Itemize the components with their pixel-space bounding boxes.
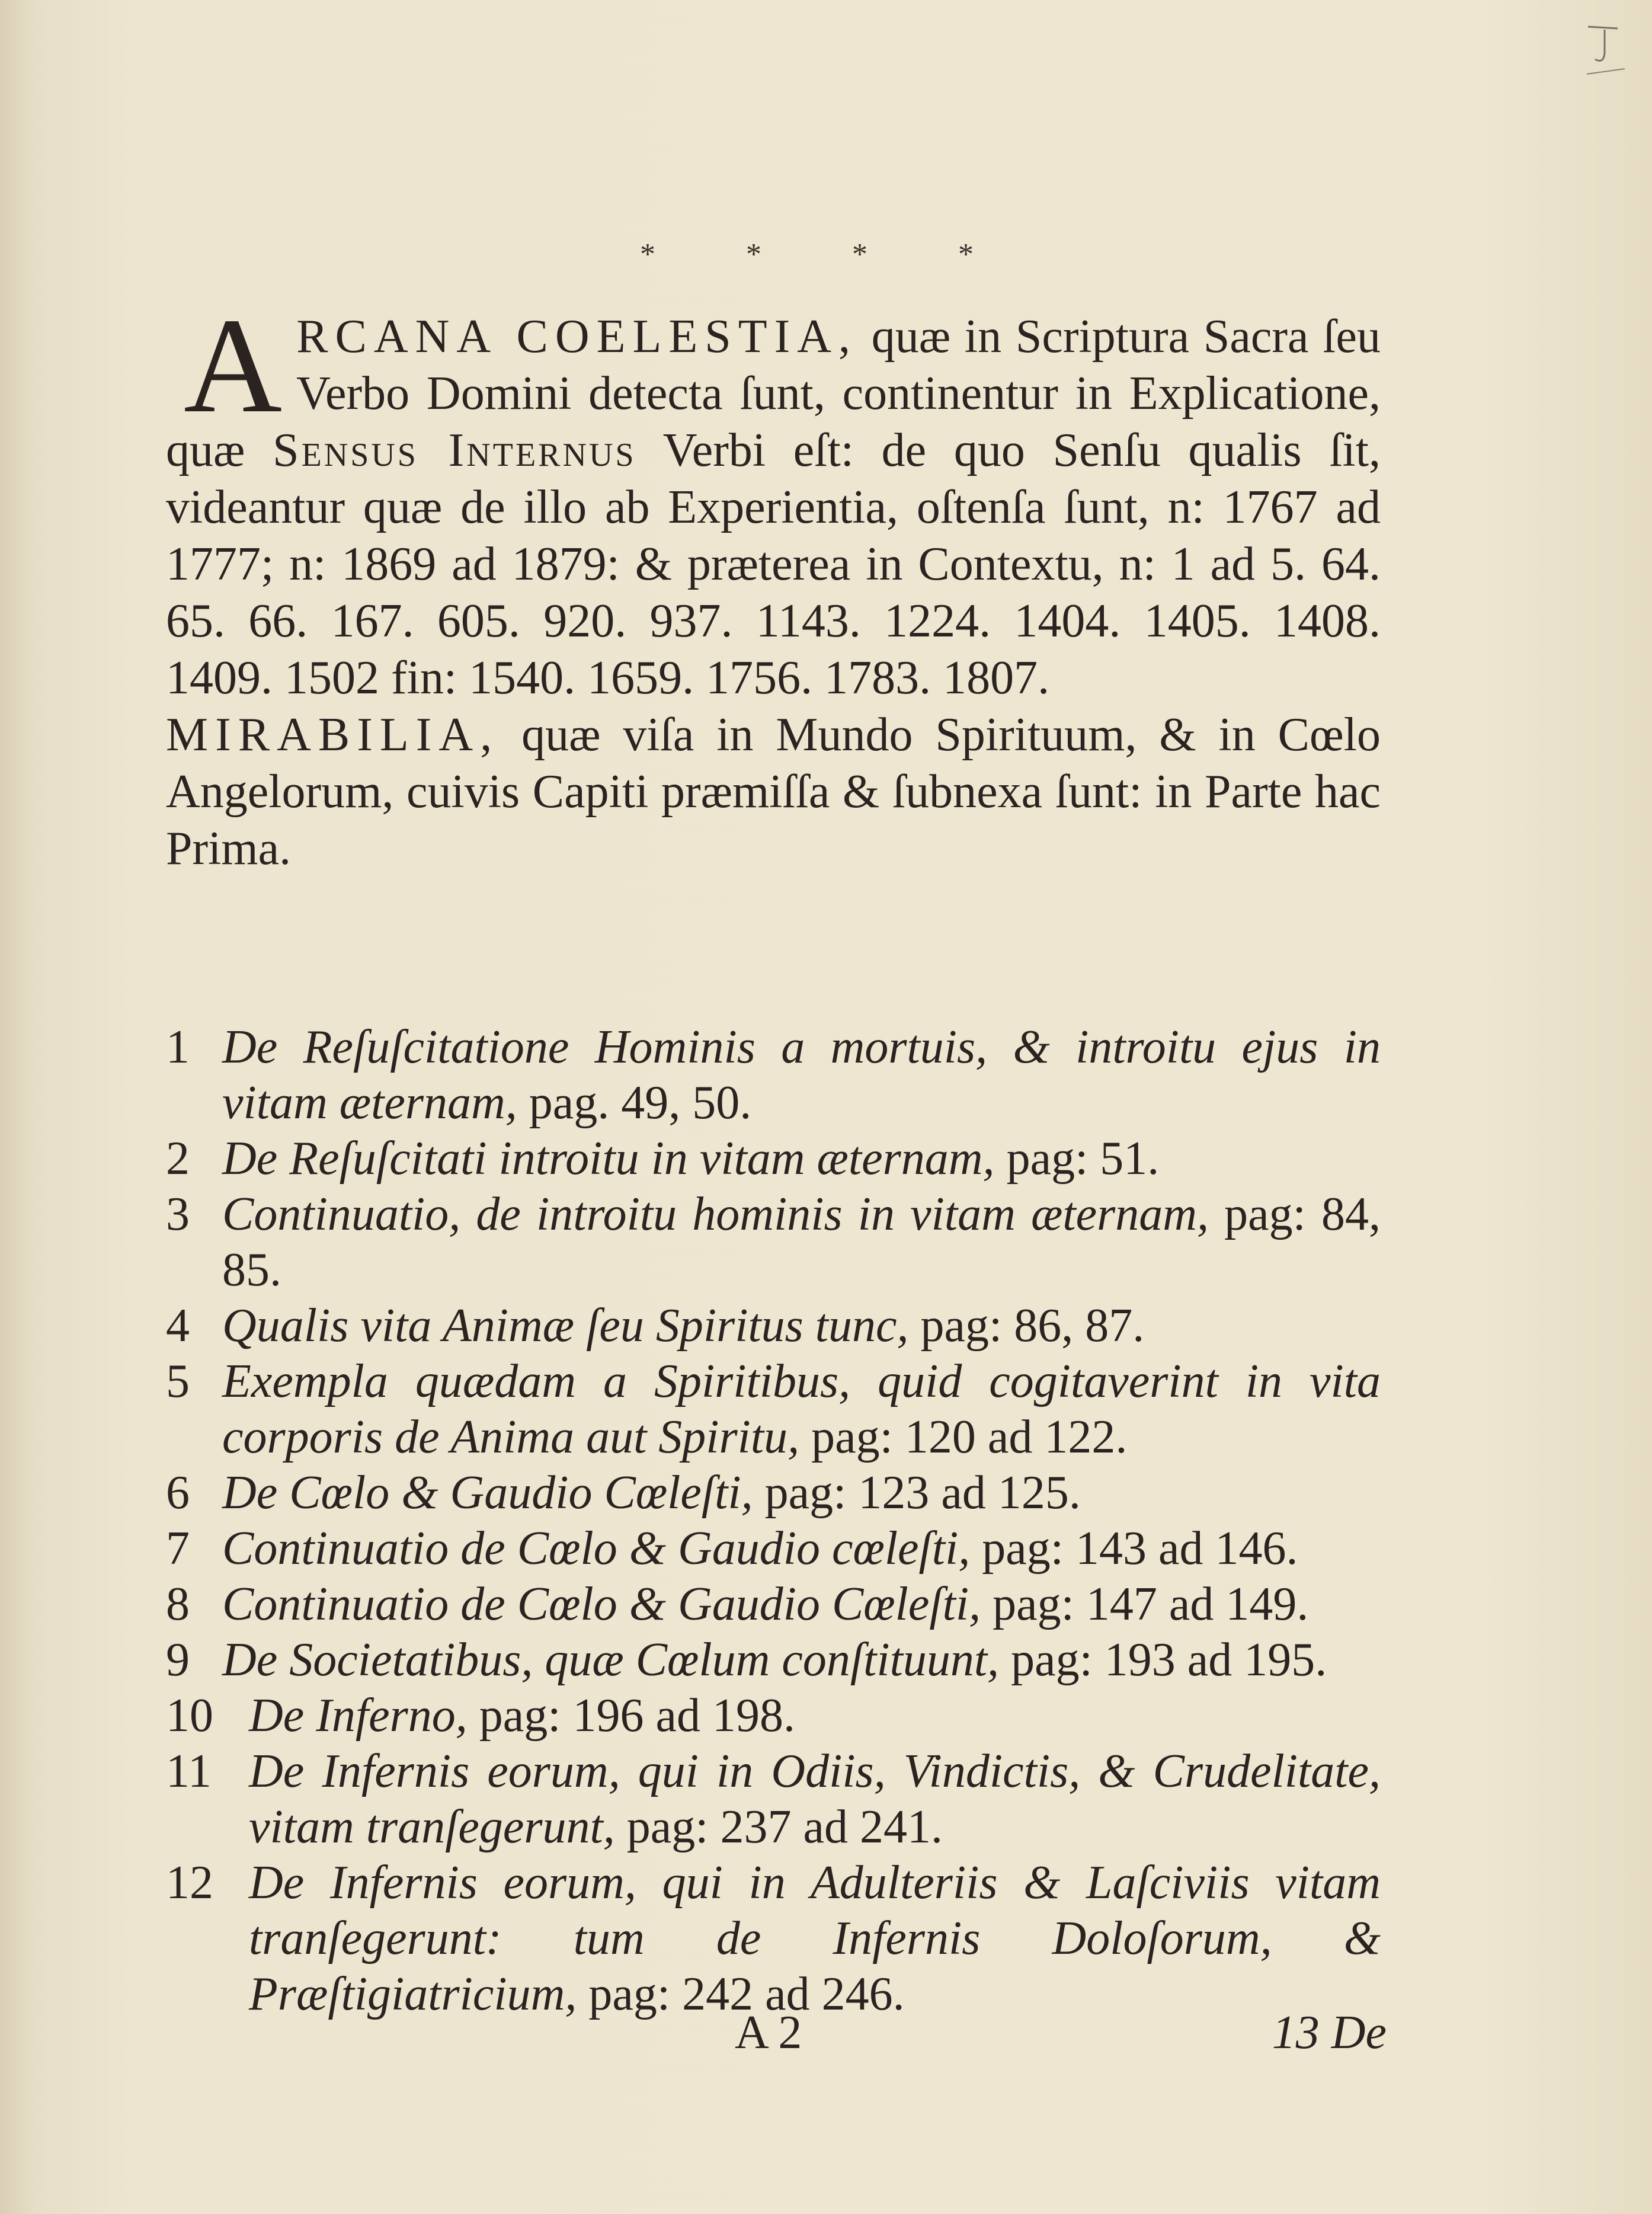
item-ref: pag: 143 ad 146. [970, 1522, 1298, 1575]
paragraph-arcana [166, 290, 1381, 706]
item-ref: pag: 123 ad 125. [753, 1467, 1081, 1519]
item-title: Continuatio de Cœlo & Gaudio cœleſti, [222, 1522, 971, 1575]
item-number: 4 [166, 1300, 190, 1352]
item-ref: pag: 51. [994, 1132, 1160, 1185]
paragraph-mirabilia [166, 706, 1381, 877]
item-number: 6 [166, 1467, 190, 1519]
item-ref: pag: 86, 87. [908, 1300, 1145, 1352]
item-ref: pag: 84, 85. [222, 1188, 1381, 1296]
item-number: 8 [166, 1578, 190, 1630]
item-number: 1 [166, 1021, 190, 1073]
item-number: 12 [166, 1857, 213, 1909]
item-ref: pag: 242 ad 246. [577, 1968, 905, 2020]
item-title: Continuatio de Cœlo & Gaudio Cœleſti, [222, 1578, 981, 1630]
ornament-stars: * * * * [640, 238, 1015, 271]
list-item [166, 1632, 1381, 1688]
paragraph-arcana-text-b: Verbi eſt: de quo Senſu qualis ſit, videantur quæ de illo ab Experientia, oſtenſa ſunt, n: 1767 ad 1777; n: 1869 ad 1879: & præterea in Contextu, n: 1 ad 5. 64. 65. 66. 167. 605. 920. 937. 1143. 1224. 1404. 1405. 1408. 1409. 1502 fin: 1540. 1659. 1756. 1783. 1807. [166, 424, 1381, 704]
item-title: Qualis vita Animæ ſeu Spiritus tunc, [222, 1300, 909, 1352]
item-number: 9 [166, 1634, 190, 1686]
paragraph-mirabilia-text: quæ viſa in Mundo Spirituum, & in Cœlo Angelorum, cuivis Capiti præmiſſa & ſubnexa ſunt: in Parte hac Prima. [166, 709, 1381, 875]
list-item [166, 1521, 1381, 1576]
item-number: 10 [166, 1690, 213, 1742]
signature-mark: A 2 [735, 2007, 802, 2059]
item-number: 5 [166, 1355, 190, 1407]
lead-caps-arcana: RCANA COELESTIA, [296, 311, 857, 363]
lead-caps-mirabilia: MIRABILIA, [166, 709, 500, 761]
catchword: 13 De [1272, 2007, 1387, 2059]
list-item [166, 1688, 1381, 1743]
item-number: 3 [166, 1188, 190, 1240]
item-number: 11 [166, 1745, 212, 1797]
list-item [166, 1354, 1381, 1465]
item-ref: pag: 193 ad 195. [999, 1634, 1327, 1686]
item-number: 2 [166, 1132, 190, 1185]
item-title: Exempla quædam a Spiritibus, quid cogitaverint in vita corporis de Anima aut Spiritu, [222, 1355, 1381, 1463]
item-ref: pag. 49, 50. [517, 1077, 752, 1129]
sensus-internus: Sensus Internus [273, 424, 636, 476]
list-item [166, 1186, 1381, 1298]
item-ref: pag: 237 ad 241. [614, 1801, 943, 1853]
list-item [166, 1019, 1381, 1131]
item-ref: pag: 120 ad 122. [799, 1411, 1128, 1463]
item-title: De Infernis eorum, qui in Odiis, Vindictis, & Crudelitate, vitam tranſegerunt, [249, 1745, 1381, 1853]
item-number: 7 [166, 1522, 190, 1575]
item-title: De Cœlo & Gaudio Cœleſti, [222, 1467, 753, 1519]
list-item [166, 1743, 1381, 1855]
drop-cap: A [184, 290, 283, 441]
item-title: De Reſuſcitati introitu in vitam æternam, [222, 1132, 995, 1185]
main-text [166, 290, 1381, 877]
item-ref: pag: 147 ad 149. [981, 1578, 1309, 1630]
pencil-mark-icon [1576, 18, 1629, 83]
item-title: De Reſuſcitatione Hominis a mortuis, & introitu ejus in vitam æternam, [222, 1021, 1381, 1129]
item-title: Continuatio, de introitu hominis in vitam æternam, [222, 1188, 1209, 1240]
list-item [166, 1576, 1381, 1632]
item-title: De Inferno, [249, 1690, 468, 1742]
item-ref: pag: 196 ad 198. [467, 1690, 796, 1742]
item-title: De Societatibus, quæ Cœlum conſtituunt, [222, 1634, 1000, 1686]
paragraph-arcana-text-a: quæ in Scriptura Sacra ſeu Verbo Domini detecta ſunt, continentur in Explicatione, quæ [166, 311, 1381, 476]
list-item [166, 1465, 1381, 1521]
list-item [166, 1855, 1381, 2022]
contents-list [166, 1019, 1381, 2022]
list-item [166, 1298, 1381, 1354]
item-title: De Infernis eorum, qui in Adulteriis & Laſciviis vitam tranſegerunt: tum de Infernis Doloſorum, & Præſtigiatricium, [249, 1857, 1381, 2020]
list-item [166, 1131, 1381, 1186]
